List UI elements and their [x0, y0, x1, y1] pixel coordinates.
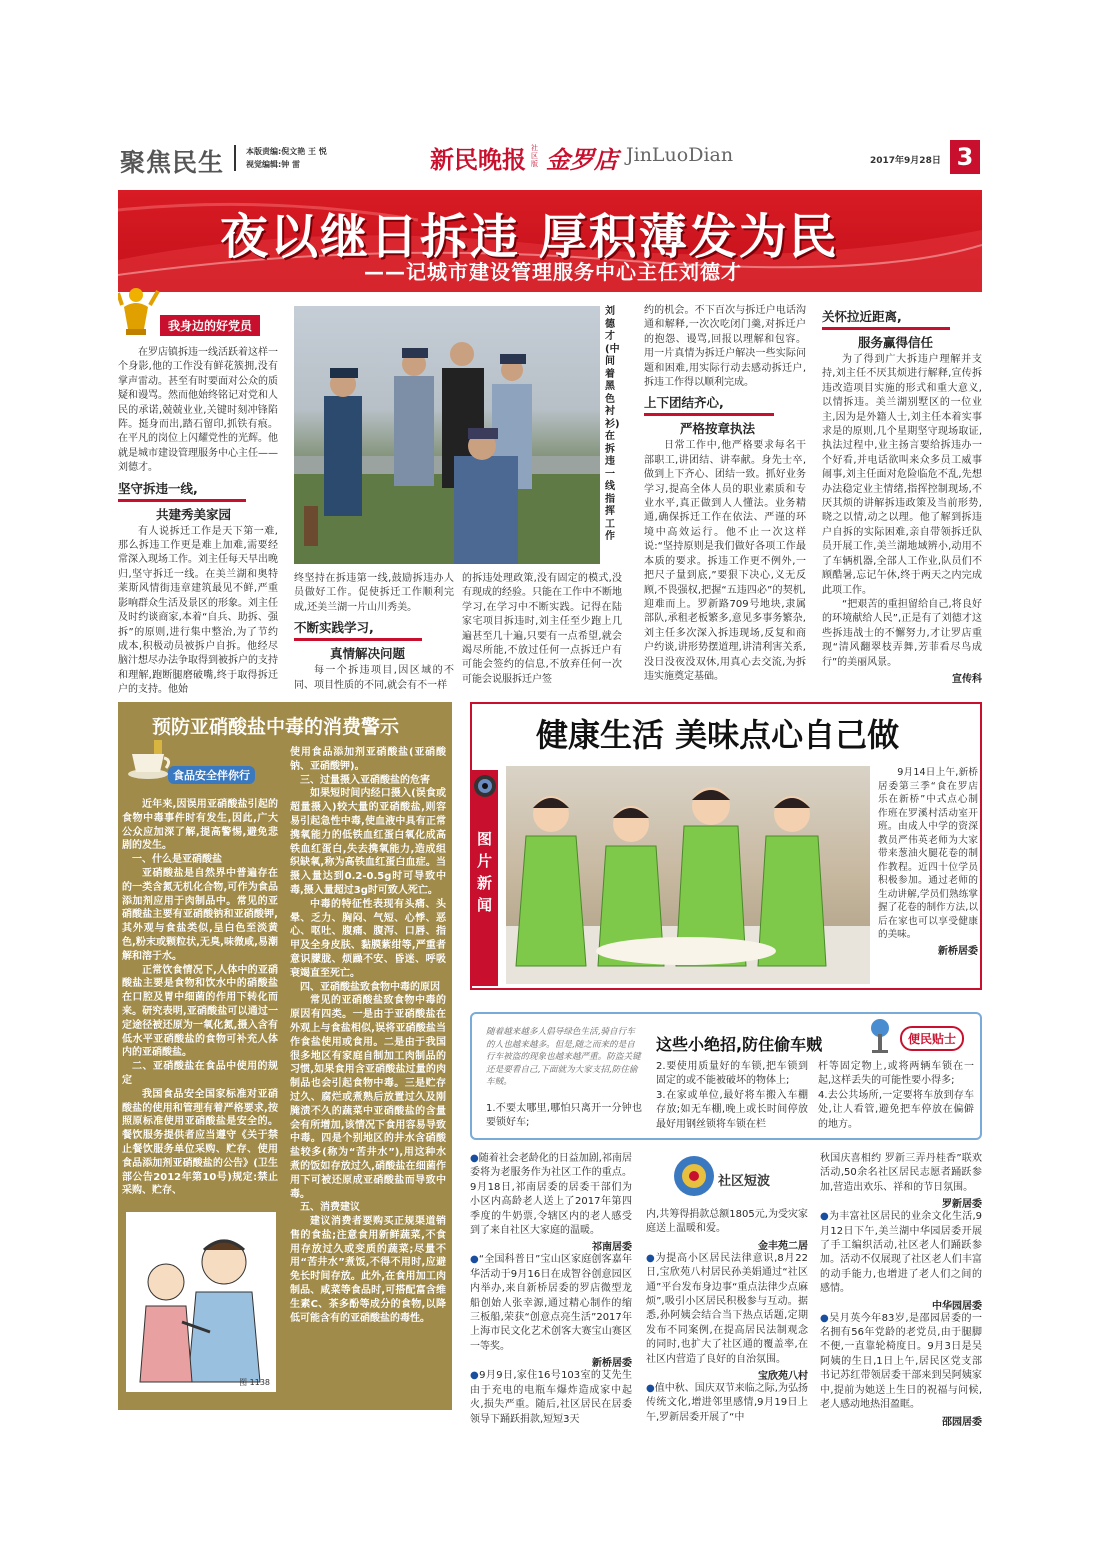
fs-heading-3: 三、过量摄入亚硝酸盐的危害	[300, 774, 430, 786]
fs-c2-para-4: 常见的亚硝酸盐致食物中毒的原因有四类。一是由于亚硝酸盐在外观上与食盐相似,误将亚硝酸盐当作食盐使用或食用。二是由于我国很多地区有家庭自制加工肉制品的习惯,如果食用含亚硝酸盐过量的肉制品也会引起食物中毒。三是贮存过久、腐烂或煮熟后放置过久及刚腌渍不久的蔬菜中亚硝酸盐的含量会有所增加,该情况下食用容易导致中毒。四是个别地区的井水含硝酸盐较多(称为“苦井水”),用这种水煮的饭如存放过久,硝酸盐在细菌作用下可被还原成亚硝酸盐而导致中毒。	[290, 995, 446, 1200]
headline-banner	[118, 190, 982, 292]
anti-theft-box	[470, 1012, 982, 1140]
anti-theft-quote: 随着越来越多人倡导绿色生活,骑自行车的人也越来越多。但是,随之而来的是自行车被盗的现象也越来越严重。防盗关键还是要看自己,下面就为大家支招,防住偷车贼。	[486, 1027, 641, 1088]
brief-3	[470, 1369, 632, 1427]
paper-tag: 社区版	[531, 144, 538, 168]
lead-col5-body2: “把艰苦的重担留给自己,将良好的环境献给人民”,正是有了刘德才这些拆违战士的不懈努力,才让罗店重现“清风翻翠枝弄舞,芳菲看尽鸟成行”的美丽风景。	[822, 598, 982, 668]
brief-4-text: 为提高小区居民法律意识,8月22日,宝欣苑八村居民孙美娟通过“社区通”平台发布身边事“重点法律少点麻烦”,吸引小区居民积极参与互动。据悉,孙阿姨会结合当下热点话题,定期发布不同案例,在提高居民法制观念的同时,也扩大了社区通的覆盖率,在社区内营造了良好的自治氛围。	[646, 1252, 808, 1365]
lead-col2-body: 终坚持在拆违第一线,鼓励拆违办人员做好工作。促使拆迁工作顺利完成,还美兰湖一片山川秀美。	[294, 573, 454, 613]
section-title: 聚焦民生	[120, 148, 225, 177]
bullet-icon: ●	[646, 1383, 655, 1395]
tea-cup-icon	[126, 738, 174, 782]
food-safety-col-1	[122, 798, 278, 1198]
lead-col2-body2: 每一个拆违项目,因区域的不同、项目性质的不同,就会有不一样	[294, 665, 454, 691]
photo-news-label: 图片新闻	[477, 830, 493, 914]
lead-col1-body: 有人说拆迁工作是天下第一难,那么拆违工作更是难上加难,需要经常深入现场工作。刘主任每天早出晚归,坚守拆迁一线。在美兰湖和奥特莱斯风情街违章建筑最见不鲜,严重影响群众生活及景区的形象。刘主任及时约谈商家,本着“自兵、助拆、强拆”的原则,进行集中整治,为了节约成本,积极动员被拆户自拆。他经尽脑汁想尽办法争取得到被拆户的支持和理解,跑断腿磨破嘴,终于取得拆迁户的支持。他始	[118, 525, 278, 696]
editor-line-1: 本版责编:倪文艳 王 悦	[246, 147, 327, 156]
camera-lens-icon	[473, 774, 497, 798]
fs-para-1: 亚硝酸盐是自然界中普遍存在的一类含氮无机化合物,可作为食品添加剂应用于肉制品中。常见的亚硝酸盐主要有亚硝酸钠和亚硝酸钾,其外观与食盐类似,呈白色至淡黄色,粉末或颗粒状,无臭,味微咸,易潮解和溶于水。	[122, 867, 278, 962]
brief-5-signature: 罗新居委	[942, 1199, 982, 1211]
health-news-body: 9月14日上午,新桥居委第三季“食在罗店 乐在新桥”中式点心制作班在罗溪村活动室开班。由成人中学的资深教员严伟英老师为大家带来葱油火腿花卷的制作教程。近四十位学员积极参加。通过老师的生动讲解,学员们熟练掌握了花卷的制作方法,以后在家也可以享受健康的美味。	[878, 767, 978, 940]
bullet-icon: ●	[470, 1153, 479, 1164]
edition-pinyin: JinLuoDian	[626, 144, 734, 166]
fs-heading-5: 五、消费建议	[300, 1202, 360, 1214]
good-party-member-tag	[118, 285, 286, 337]
fs-intro: 近年来,因误用亚硝酸盐引起的食物中毒事件时有发生,因此,广大公众应加深了解,提高警惕,避免悲剧的发生。	[122, 799, 278, 852]
community-briefs-logo	[670, 1152, 800, 1200]
issue-date: 2017年9月28日	[870, 156, 941, 166]
radio-wave-icon	[670, 1152, 718, 1200]
subhead-4b: 服务赢得信任	[858, 335, 934, 350]
fs-heading-2: 二、亚硝酸盐在食品中使用的规定	[122, 1061, 278, 1086]
subhead-2a: 不断实践学习,	[294, 620, 374, 636]
brief-6-text: 为丰富社区居民的业余文化生活,9月12日下午,美兰湖中华园居委开展了手工编织活动,社区老人们踊跃参加。活动不仅展现了社区老人们丰富的动手能力,也增进了老人们之间的感情。	[820, 1211, 982, 1295]
fs-c2-para-1: 使用食品添加剂亚硝酸盐(亚硝酸钠、亚硝酸钾)。	[290, 747, 446, 772]
briefs-label: 社区短波	[718, 1174, 771, 1189]
briefs-col-2	[646, 1208, 808, 1425]
lead-photo-scene	[294, 306, 600, 564]
microphone-icon	[866, 1016, 900, 1056]
lead-col3-body: 的拆违处理政策,没有固定的模式,没有现成的经验。只能在工作中不断地学习,在学习中不断实践。记得在陆家宅项目拆违时,刘主任至少跑上几遍甚至几十遍,只要有一点希望,就会竭尽所能,不放过任何一点拆迁户有可能会签约的信息,不放弃任何一次可能会说服拆迁户签	[462, 573, 622, 685]
brief-5-text: 值中秋、国庆双节来临之际,为弘扬传统文化,增进邻里感情,9月19日上午,罗新居委开展了“中	[646, 1383, 808, 1423]
brief-7-signature: 邵园居委	[942, 1416, 982, 1428]
bullet-icon: ●	[646, 1252, 656, 1264]
food-safety-box	[118, 702, 452, 1410]
brief-2-signature: 新桥居委	[592, 1358, 632, 1370]
subhead-bar	[294, 638, 422, 641]
brief-5	[646, 1382, 808, 1425]
brief-2-text: “全国科普日”宝山区家庭创客嘉年华活动于9月16日在成智谷创意园区内举办,来自新桥居委的罗店微型龙船创始人张幸源,通过精心制作的缩三板船,荣获“创意点亮生活”2017年上海市民文化艺术创客大赛宝山赛区一等奖。	[470, 1254, 632, 1352]
food-safety-title: 预防亚硝酸盐中毒的消费警示	[152, 716, 400, 738]
cooking-class-scene	[506, 766, 870, 984]
tip-1: 1.不要太哪里,哪怕只离开一分钟也要锁好车;	[486, 1103, 642, 1129]
lead-col5-body: 为了得到广大拆违户理解并支持,刘主任不厌其烦进行解释,宣传拆违改造项目实施的形式和重大意义,以情拆违。美兰湖别墅区的一位业主,因为是外籍人士,刘主任本着实事求是的原则,几个星期坚守现场取证,执法过程中,业主扬言要给拆违办一个好看,并电话欲叫来众多员工威事闹事,刘主任面对危险临危不乱,先想办法稳定业主情绪,指挥控制现场,不厌其烦的讲解拆违政策及当前形势,晓之以情,动之以理。他了解到拆违户自拆的实际困难,亲自带领拆迁队员开展工作,美兰湖地域辨小,动用不了车辆机器,全部人工作业,队员们不顾酷暑,忘记午休,终于两天之内完成此项工作。	[822, 354, 982, 596]
banner-subheadline: ——记城市建设管理服务中心主任刘德才	[364, 260, 742, 284]
banner-headline: 夜以继日拆违 厚积薄发为民	[220, 209, 839, 265]
paper-name: 新民晚报	[430, 145, 526, 174]
lead-col-1	[118, 346, 278, 698]
bullet-icon: ●	[470, 1370, 480, 1382]
fs-heading-4: 四、亚硝酸盐致食物中毒的原因	[300, 981, 440, 993]
lead-col4-top: 约的机会。不下百次与拆迁户电话沟通和解释,一次次吃闭门羹,对拆迁户的抱怨、谩骂,回报以理解和包容。用一片真情为拆迁户解决一些实际问题和困难,用实际行动去感动拆迁户,拆违工作得以顺利完成。	[644, 305, 806, 389]
lead-col4-body: 日常工作中,他严格要求每名干部职工,讲团结、讲奉献。身先士卒,做到上下齐心、团结一致。抓好业务学习,提高全体人员的职业素质和专业水平,真正做到人人懂法。业务精通,确保拆迁工作在依法、严谨的环境中高效运行。他不止一次这样说:“坚持原则是我们做好各项工作最本质的要求。拆违工作更不例外,一把尺子量到底,”要狠下决心,义无反顾,不畏强权,把握“五违四必”的契机,迎难而上。罗新路709号地块,隶属部队,承租老板繁多,意见多事务繁杂,刘主任多次深入拆违现场,反复和商户约谈,讲形势摆道理,讲清利害关系,没日没夜没双休,用真心去交流,为拆违实施奠定基础。	[644, 440, 806, 682]
brief-4	[646, 1252, 808, 1367]
subhead-bar	[118, 499, 246, 502]
brief-4-signature: 宝欣苑八村	[758, 1371, 808, 1383]
food-safety-col-2	[290, 746, 446, 1325]
tip-4: 4.去公共场所,一定要将车放到存车处,让人看管,避免把车停放在偏僻的地方。	[818, 1089, 974, 1130]
health-news-body-wrap	[878, 766, 978, 957]
edition-name: 金罗店	[546, 145, 618, 174]
lead-col-5	[822, 308, 982, 685]
lead-col-3	[462, 572, 622, 687]
health-news-signature: 新桥居委	[938, 945, 978, 957]
bullet-icon: ●	[820, 1312, 830, 1324]
cartoon-credit: 图 1138	[239, 1378, 270, 1387]
lead-photo	[294, 306, 600, 564]
health-news-box	[470, 702, 982, 990]
brief-7	[820, 1312, 982, 1413]
subhead-1b: 共建秀美家园	[156, 506, 232, 522]
subhead-2b: 真情解决问题	[330, 646, 406, 662]
brief-2	[470, 1253, 632, 1354]
page-number: 3	[950, 140, 980, 174]
tip-3: 3.在家或单位,最好将车搬入车棚存放;如无车棚,晚上或长时间停放最好用钢丝锁将车锁在栏	[656, 1089, 808, 1130]
brief-5-cont: 秋国庆喜相约 罗新三弄丹桂香”联欢活动,50余名社区居民志愿者踊跃参加,营造出欢乐、祥和的节日氛围。	[820, 1153, 982, 1193]
subhead-bar	[644, 413, 774, 416]
brief-1-text: 随着社会老龄化的日益加剧,祁南居委将为老服务作为社区工作的重点。9月18日,祁南居委的居委干部们为小区内高龄老人送上了2017年第四季度的牛奶票,令辖区内的老人感受到了来自社区大家庭的温暖。	[470, 1153, 632, 1237]
lead-photo-caption: 刘德才(中间着黑色衬衫)在拆违一线指挥工作	[605, 306, 620, 542]
tip-column-3	[818, 1060, 974, 1132]
page-header	[118, 140, 982, 180]
food-safety-cartoon	[126, 1212, 276, 1392]
subhead-4a: 关怀拉近距离,	[822, 309, 902, 324]
subhead-3a: 上下团结齐心,	[644, 395, 724, 411]
health-photo	[506, 766, 870, 984]
fs-para-3: 我国食品安全国家标准对亚硝酸盐的使用和管理有着严格要求,按照原标准使用亚硝酸盐是安全的。餐饮服务提供者应当遵守《关于禁止餐饮服务单位采购、贮存、使用食品添加剂亚硝酸盐的公告》(卫生部公告2012年第10号)规定:禁止采购、贮存、	[122, 1088, 278, 1197]
column-tag: 我身边的好党员	[160, 315, 260, 336]
fs-heading-1: 一、什么是亚硝酸盐	[132, 854, 222, 866]
header-divider	[234, 145, 236, 171]
brief-1	[470, 1152, 632, 1238]
brief-6-signature: 中华园居委	[932, 1300, 982, 1312]
editor-line-2: 视觉编辑:钟 雷	[246, 160, 300, 169]
convenience-tips-tag: 便民贴士	[900, 1026, 964, 1051]
fs-para-2: 正常饮食情况下,人体中的亚硝酸盐主要是食物和饮水中的硝酸盐在口腔及胃中细菌的作用下转化而来。研究表明,亚硝酸盐可以通过一定途径被还原为一氧化氮,摄入含有低水平亚硝酸盐的食物可补充人体内的亚硝酸盐。	[122, 964, 278, 1059]
photo-news-strip	[472, 770, 498, 986]
bullet-icon: ●	[470, 1254, 479, 1266]
tip-2: 2.要使用质量好的车锁,把车锁到固定的或不能被破坏的物体上;	[656, 1061, 808, 1087]
sick-person-cartoon	[126, 1212, 276, 1392]
subhead-3b: 严格按章执法	[680, 421, 756, 437]
brief-6	[820, 1210, 982, 1296]
brief-3-text: 9月9日,家住16号103室的艾先生由于充电的电瓶车爆炸造成家中起火,损失严重。随后,社区居民在居委领导下踊跃捐款,短短3天	[470, 1370, 633, 1425]
tip-column-2	[656, 1060, 808, 1132]
subhead-1a: 坚守拆违一线,	[118, 480, 198, 496]
fs-c2-para-5: 建议消费者要购买正规渠道销售的食盐;注意食用新鲜蔬菜,不食用存放过久或变质的蔬菜;尽量不用“苦井水”煮饭,不得不用时,应避免长时间存放。此外,在食用加工肉制品、咸菜等食品时,可搭配富含维生素C、茶多酚等成分的食物,以降低可能含有的亚硝酸盐的毒性。	[290, 1216, 446, 1324]
lead-signature: 宣传科	[952, 673, 982, 685]
briefs-col-1	[470, 1152, 632, 1427]
food-safety-logo-label: 食品安全伴你行	[168, 766, 255, 784]
trophy-figure-icon	[118, 285, 160, 337]
briefs-col-3	[820, 1152, 982, 1428]
tip-column-1	[486, 1102, 642, 1131]
health-news-title: 健康生活 美味点心自己做	[536, 716, 900, 754]
subhead-bar	[822, 327, 950, 330]
bullet-icon: ●	[820, 1211, 829, 1223]
lead-col-2	[294, 572, 454, 693]
fs-c2-para-2: 如果短时间内经口摄入(误食或超量摄入)较大量的亚硝酸盐,则容易引起急性中毒,使血液中具有正常携氧能力的低铁血红蛋白氧化成高铁血红蛋白,失去携氧能力,造成组织缺氧,称为高铁血红蛋白血症。当摄入量达到0.2-0.5g时可导致中毒,摄入量超过3g时可致人死亡。	[290, 788, 446, 896]
anti-theft-title: 这些小绝招,防住偷车贼	[656, 1035, 823, 1054]
lead-intro: 在罗店镇拆违一线活跃着这样一个身影,他的工作没有鲜花簇拥,没有掌声雷动。甚至有时要面对公众的质疑和谩骂。然而他始终铭记对党和人民的承诺,兢兢业业,关键时刻冲锋陷阵。挺身而出,踏石留印,抓铁有痕。在平凡的岗位上闪耀党性的光辉。他就是城市建设管理服务中心主任——刘德才。	[118, 347, 278, 474]
brief-7-text: 吴月英今年83岁,是邵园居委的一名拥有56年党龄的老党员,由于腿脚不便,一直靠轮椅度日。9月3日是吴阿姨的生日,1日上午,居民区党支部书记苏红带领居委干部来到吴阿姨家中,提前为她送上生日的祝福与问候,老人感动地热泪盈眶。	[820, 1312, 982, 1411]
brief-3-cont: 内,共筹得捐款总额1805元,为受灾家庭送上温暖和爱。	[646, 1209, 808, 1235]
brief-1-signature: 祁南居委	[592, 1242, 632, 1254]
tip-3-cont: 杆等固定物上,或将两辆车锁在一起,这样丢失的可能性要小得多;	[818, 1061, 974, 1087]
brief-3-signature: 金丰苑二居	[758, 1240, 808, 1252]
fs-c2-para-3: 中毒的特征性表现有头痛、头晕、乏力、胸闷、气短、心悸、恶心、呕吐、腹痛、腹泻、口唇、指甲及全身皮肤、黏膜紫绀等,严重者意识朦胧、烦躁不安、昏迷、呼吸衰竭直至死亡。	[290, 898, 446, 979]
lead-col-4	[644, 304, 806, 684]
